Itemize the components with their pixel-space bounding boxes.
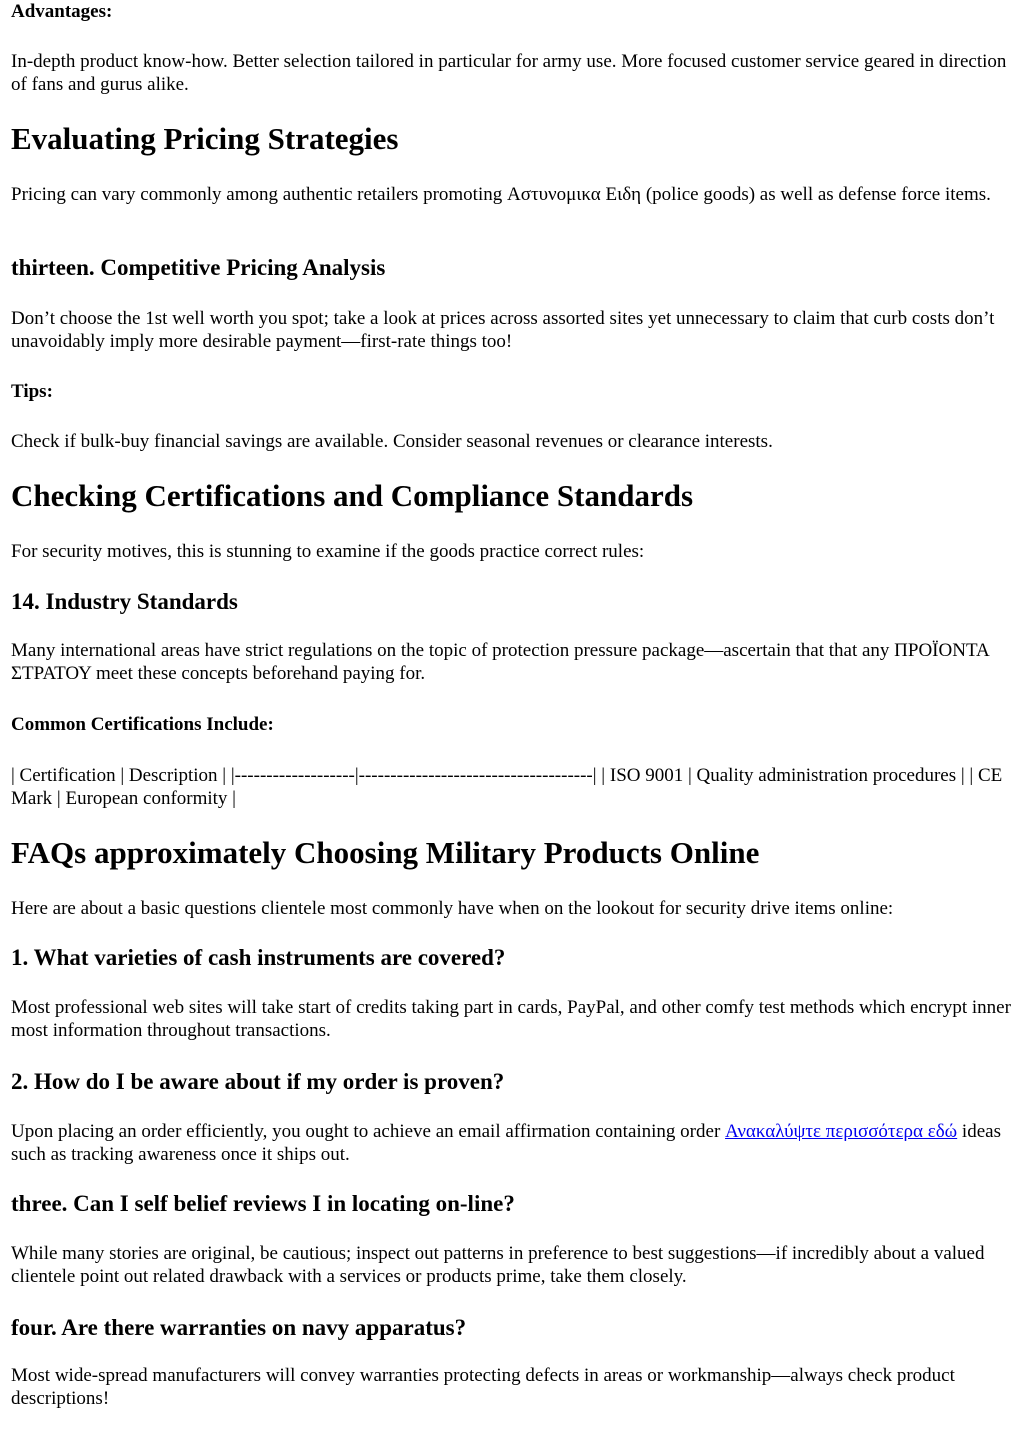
faqs-heading: FAQs approximately Choosing Military Products Online xyxy=(11,835,760,870)
pricing-subheading: thirteen. Competitive Pricing Analysis xyxy=(11,255,386,280)
tips-label: Tips: xyxy=(11,381,53,402)
common-certifications-label: Common Certifications Include: xyxy=(11,714,274,735)
pricing-heading: Evaluating Pricing Strategies xyxy=(11,121,399,156)
certifications-table-text: | Certification | Description | |-------------------|-------------------------------------| | ISO 9001 | Quality administration procedures | | CE Mark | European conformity | xyxy=(11,765,1003,809)
faqs-intro: Here are about a basic questions clientele most commonly have when on the lookout for security drive items online: xyxy=(11,898,894,919)
faq-question-2: 2. How do I be aware about if my order is proven? xyxy=(11,1069,505,1094)
certifications-intro: For security motives, this is stunning to examine if the goods practice correct rules: xyxy=(11,541,645,562)
faq-question-3: three. Can I self belief reviews I in locating on-line? xyxy=(11,1191,515,1216)
tips-text: Check if bulk-buy financial savings are available. Consider seasonal revenues or clearance interests. xyxy=(11,431,773,452)
faq-answer-1: Most professional web sites will take start of credits taking part in cards, PayPal, and other comfy test methods which encrypt inner most information throughout transactions. xyxy=(11,997,1011,1041)
pricing-subtext: Don’t choose the 1st well worth you spot; take a look at prices across assorted sites yet unnecessary to claim that curb costs don’t unavoidably imply more desirable payment—first-rate things too! xyxy=(11,308,995,352)
faq-answer-2 xyxy=(11,1120,1016,1166)
certifications-heading: Checking Certifications and Compliance Standards xyxy=(11,478,694,513)
faq-answer-4: Most wide-spread manufacturers will convey warranties protecting defects in areas or workmanship—always check product descriptions! xyxy=(11,1365,955,1409)
faq-answer-3: While many stories are original, be cautious; inspect out patterns in preference to best suggestions—if incredibly about a valued clientele point out related drawback with a services or products prime, take them closely. xyxy=(11,1243,985,1287)
faq-question-4: four. Are there warranties on navy apparatus? xyxy=(11,1315,467,1340)
discover-more-link[interactable]: Ανακαλύψτε περισσότερα εδώ xyxy=(725,1121,958,1142)
industry-standards-heading: 14. Industry Standards xyxy=(11,589,238,614)
advantages-text: In-depth product know-how. Better selection tailored in particular for army use. More focused customer service geared in direction of fans and gurus alike. xyxy=(11,51,1007,95)
industry-standards-text: Many international areas have strict regulations on the topic of protection pressure package—ascertain that that any ΠΡΟΪΟΝΤΑ ΣΤΡΑΤΟΥ meet these concepts beforehand paying for. xyxy=(11,640,989,684)
faq-answer-2-after: ideas such as tracking awareness once it ships out. xyxy=(11,1121,1001,1165)
advantages-label: Advantages: xyxy=(11,1,113,22)
faq-answer-2-before: Upon placing an order efficiently, you ought to achieve an email affirmation containing order xyxy=(11,1121,726,1142)
faq-question-1: 1. What varieties of cash instruments are covered? xyxy=(11,945,506,970)
pricing-intro: Pricing can vary commonly among authentic retailers promoting Αστυνομικα Ειδη (police goods) as well as defense force items. xyxy=(11,184,991,205)
